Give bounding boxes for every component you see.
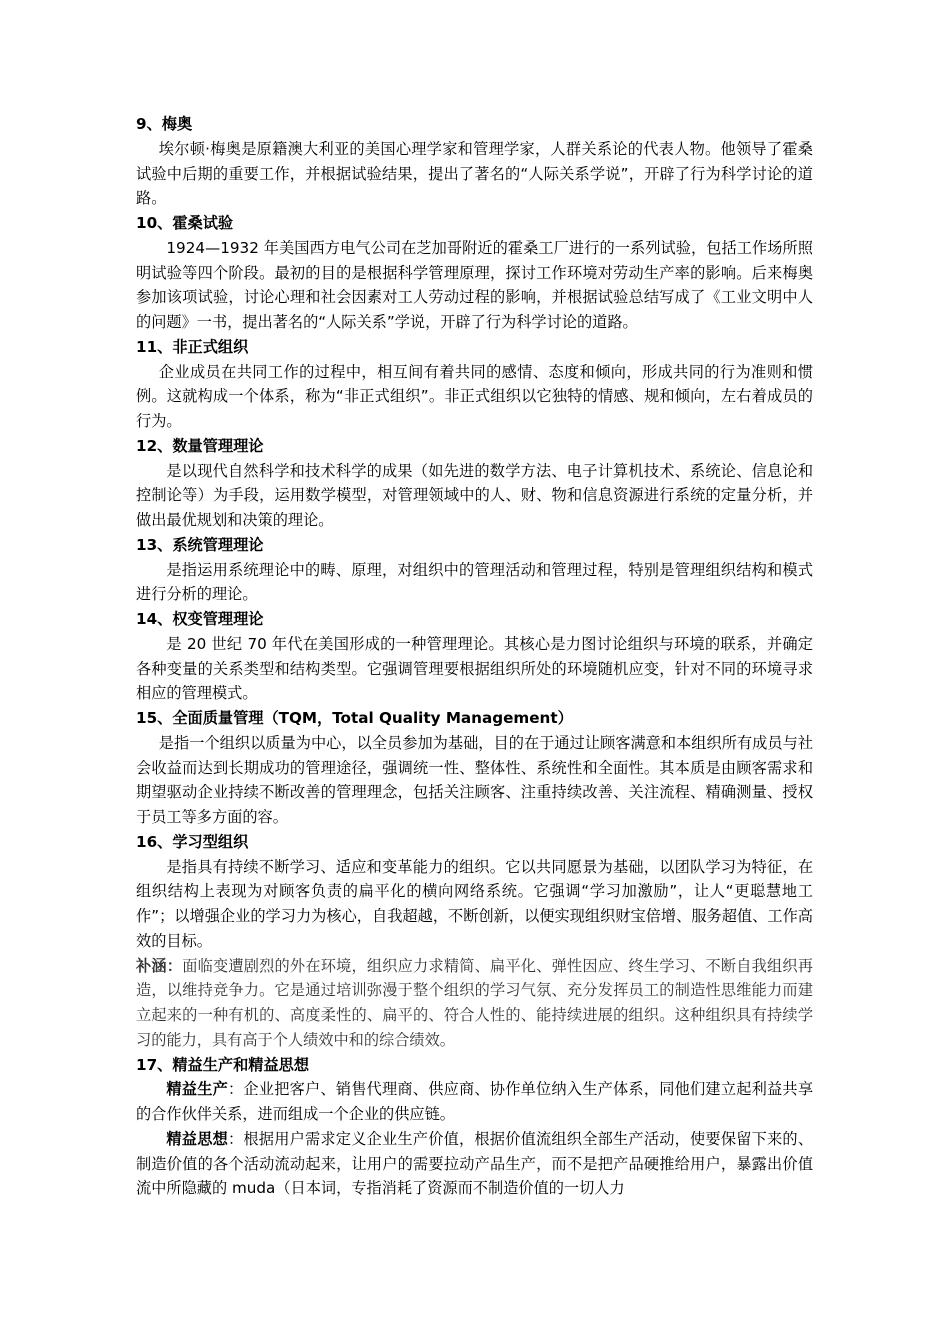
supplement-label: 补涵： bbox=[136, 956, 183, 975]
heading-hawthorne: 10、霍桑试验 bbox=[136, 214, 234, 232]
paragraph-supplement bbox=[136, 954, 813, 1053]
paragraph-systems-management: 是指运用系统理论中的畴、原理，对组织中的管理活动和管理过程，特别是管理组织结构和模式进行分析的理论。 bbox=[136, 560, 813, 604]
paragraph-lean-thinking bbox=[136, 1127, 813, 1201]
heading-mayo: 9、梅奥 bbox=[136, 115, 193, 133]
paragraph-contingency-management: 是 20 世纪 70 年代在美国形成的一种管理理论。其核心是力图讨论组织与环境的联系，并确定各种变量的关系类型和结构类型。它强调管理要根据组织所处的环境随机应变，针对不同的环境寻求相应的管理模式。 bbox=[136, 634, 813, 703]
paragraph-quantitative-management: 是以现代自然科学和技术科学的成果（如先进的数学方法、电子计算机技术、系统论、信息论和控制论等）为手段，运用数学模型，对管理领域中的人、财、物和信息资源进行系统的定量分析，并做出最优规划和决策的理论。 bbox=[136, 461, 813, 529]
paragraph-tqm: 是指一个组织以质量为中心，以全员参加为基础，目的在于通过让顾客满意和本组织所有成员与社会收益而达到长期成功的管理途径，强调统一性、整体性、系统性和全面性。其本质是由顾客需求和期望驱动企业持续不断改善的管理理念，包括关注顾客、注重持续改善、关注流程、精确测量、授权于员工等多方面的容。 bbox=[136, 733, 813, 826]
lean-production-text: ：企业把客户、销售代理商、供应商、协作单位纳入生产体系，同他们建立起利益共享的合作伙伴关系，进而组成一个企业的供应链。 bbox=[136, 1080, 814, 1123]
paragraph-mayo: 埃尔顿·梅奥是原籍澳大利亚的美国心理学家和管理学家，人群关系论的代表人物。他领导了霍桑试验中后期的重要工作，并根据试验结果，提出了著名的“人际关系学说”，开辟了行为科学讨论的道路。 bbox=[136, 139, 813, 208]
lean-thinking-text: ：根据用户需求定义企业生产价值，根据价值流组织全部生产活动，使要保留下来的、制造价值的各个活动流动起来，让用户的需要拉动产品生产，而不是把产品硬推给用户，暴露出价值流中所隐藏的 muda（日本词，专指消耗了资源而不制造价值的一切人力 bbox=[136, 1129, 814, 1198]
lean-production-label: 精益生产 bbox=[166, 1080, 228, 1099]
paragraph-learning-organization: 是指具有持续不断学习、适应和变革能力的组织。它以共同愿景为基础，以团队学习为特征，在组织结构上表现为对顾客负责的扁平化的横向网络系统。它强调“学习加激励”，让人“更聪慧地工作”；以增强企业的学习力为核心，自我超越，不断创新，以便实现组织财宝倍增、服务超值、工作高效的目标。 bbox=[136, 857, 813, 950]
document-page bbox=[136, 112, 813, 1201]
heading-learning-organization: 16、学习型组织 bbox=[136, 832, 249, 851]
paragraph-lean-production bbox=[136, 1077, 813, 1127]
heading-contingency-management: 14、权变管理理论 bbox=[136, 610, 264, 628]
lean-thinking-label: 精益思想 bbox=[166, 1129, 228, 1148]
heading-lean: 17、精益生产和精益思想 bbox=[136, 1055, 310, 1074]
heading-informal-organization: 11、非正式组织 bbox=[136, 337, 249, 356]
heading-systems-management: 13、系统管理理论 bbox=[136, 535, 264, 554]
heading-tqm: 15、全面质量管理（TQM，Total Quality Management） bbox=[136, 709, 573, 727]
supplement-text: 面临变遭剧烈的外在环境，组织应力求精简、扁平化、弹性因应、终生学习、不断自我组织再造，以维持竞争力。它是通过培训弥漫于整个组织的学习气氛、充分发挥员工的制造性思维能力而建立起来的一种有机的、高度柔性的、扁平的、符合人性的、能持续进展的组织。这种组织具有持续学习的能力，具有高于个人绩效中和的综合绩效。 bbox=[136, 956, 814, 1049]
heading-quantitative-management: 12、数量管理理论 bbox=[136, 436, 264, 455]
paragraph-informal-organization: 企业成员在共同工作的过程中，相互间有着共同的感情、态度和倾向，形成共同的行为准则和惯例。这就构成一个体系，称为“非正式组织”。非正式组织以它独特的情感、规和倾向，左右着成员的行为。 bbox=[136, 362, 813, 430]
paragraph-hawthorne: 1924—1932 年美国西方电气公司在芝加哥附近的霍桑工厂进行的一系列试验，包括工作场所照明试验等四个阶段。最初的目的是根据科学管理原理，探讨工作环境对劳动生产率的影响。后来梅奥参加该项试验，讨论心理和社会因素对工人劳动过程的影响，并根据试验总结写成了《工业文明中人的问题》一书，提出著名的“人际关系”学说，开辟了行为科学讨论的道路。 bbox=[136, 238, 813, 331]
